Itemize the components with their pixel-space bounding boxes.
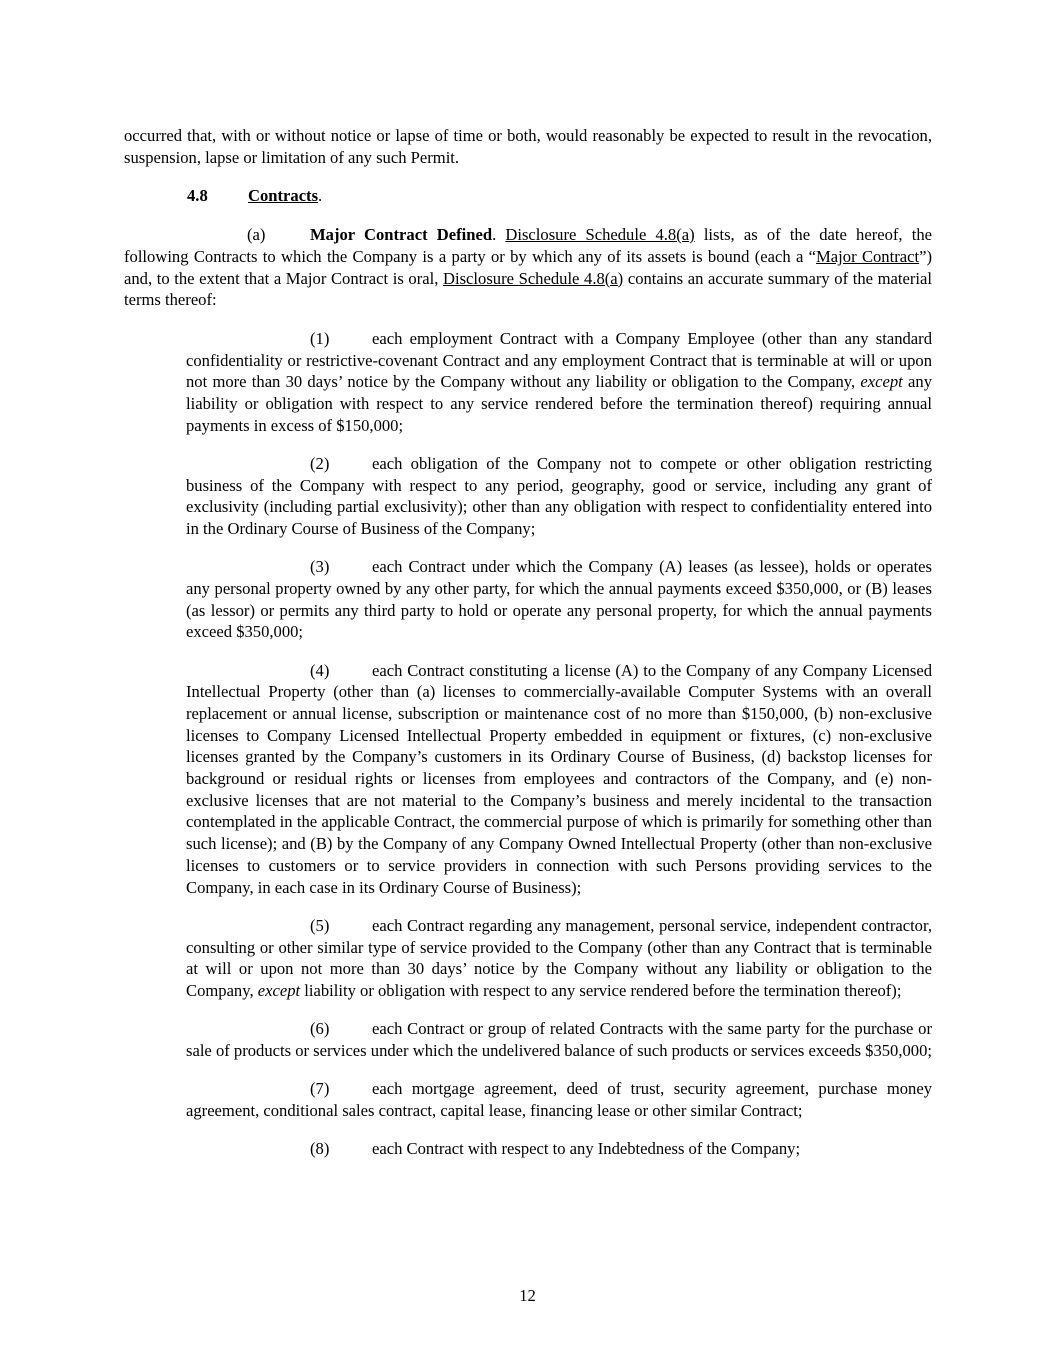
list-item: (4) each Contract constituting a license (A) to the Company of any Company Licensed Intellectual Property (other than (a) licenses to commercially-available Computer Systems with an overall replacement or annual license, subscription or maintenance cost of no more than $150,000, (b) non-exclusive licenses to Company Licensed Intellectual Property embedded in equipment or fixtures, (c) non-exclusive licenses granted by the Company’s customers in its Ordinary Course of Business, (d) backstop licenses for background or residual rights or licenses from employees and contractors of the Company, and (e) non-exclusive licenses that are not material to the Company’s business and merely incidental to the transaction contemplated in the applicable Contract, the commercial purpose of which is primarily for something other than such license); and (B) by the Company of any Company Owned Intellectual Property (other than non-exclusive licenses to customers or to service providers in connection with such Persons providing services to the Company, in each case in its Ordinary Course of Business); bbox=[186, 660, 932, 897]
defined-term: Major Contract bbox=[816, 246, 920, 266]
list-item: (3) each Contract under which the Company (A) leases (as lessee), holds or operates any personal property owned by any other party, for which the annual payments exceed $350,000, or (B) leases (as lessor) or permits any third party to hold or operate any personal property, for which the annual payments exceed $350,000; bbox=[186, 557, 932, 642]
section-title: Contracts bbox=[248, 186, 319, 206]
list-item: (8) each Contract with respect to any Indebtedness of the Company; bbox=[310, 1138, 801, 1158]
item-number: (4) bbox=[310, 660, 330, 680]
item-number: (2) bbox=[310, 453, 330, 473]
item-number: (6) bbox=[310, 1019, 330, 1039]
page-number: 12 bbox=[519, 1286, 536, 1305]
list-item: (5) each Contract regarding any management, personal service, independent contractor, consulting or other similar type of service provided to the Company (other than any Contract that is terminable at will or upon not more than 30 days’ notice by the Company without any liability or obligation to the Company, except liability or obligation with respect to any service rendered before the termination thereof); bbox=[186, 915, 932, 1000]
item-number: (3) bbox=[310, 557, 330, 577]
list-item: (2) each obligation of the Company not to compete or other obligation restricting business of the Company with respect to any period, geography, good or service, including any grant of exclusivity (including partial exclusivity); other than any obligation with respect to confidentiality entered into in the Ordinary Course of Business of the Company; bbox=[186, 453, 932, 539]
section-number: 4.8 bbox=[187, 186, 208, 206]
item-number: (8) bbox=[310, 1138, 330, 1158]
list-item: (1) each employment Contract with a Company Employee (other than any standard confidentiality or restrictive-covenant Contract and any employment Contract that is terminable at will or upon not more than 30 days’ notice by the Company without any liability or obligation to the Company, except any liability or obligation with respect to any service rendered before the termination thereof) requiring annual payments in excess of $150,000; bbox=[186, 328, 932, 435]
continuation-paragraph: occurred that, with or without notice or lapse of time or both, would reasonably be expected to result in the revocation, suspension, lapse or limitation of any such Permit. bbox=[124, 126, 932, 167]
item-number: (7) bbox=[310, 1079, 330, 1099]
schedule-reference: Disclosure Schedule 4.8(a) bbox=[505, 225, 695, 245]
paragraph-label: (a) bbox=[247, 225, 266, 245]
list-item: (6) each Contract or group of related Contracts with the same party for the purchase or sale of products or services under which the undelivered balance of such products or services exceeds $350,000; bbox=[186, 1019, 933, 1060]
section-heading: 4.8 Contracts. bbox=[187, 186, 323, 206]
item-number: (1) bbox=[310, 328, 330, 348]
paragraph-a: (a) Major Contract Defined. Disclosure Schedule 4.8(a) lists, as of the date hereof, the following Contracts to which the Company is a party or by which any of its assets is bound (each a “Major Contract”) and, to the extent that a Major Contract is oral, Disclosure Schedule 4.8(a) contains an accurate summary of the material terms thereof: bbox=[124, 225, 933, 310]
item-number: (5) bbox=[310, 915, 330, 935]
schedule-reference: Disclosure Schedule 4.8(a) bbox=[443, 268, 624, 288]
list-item: (7) each mortgage agreement, deed of trust, security agreement, purchase money agreement, conditional sales contract, capital lease, financing lease or other similar Contract; bbox=[186, 1079, 932, 1120]
paragraph-heading: Major Contract Defined bbox=[310, 225, 493, 245]
document-page bbox=[124, 125, 932, 1176]
